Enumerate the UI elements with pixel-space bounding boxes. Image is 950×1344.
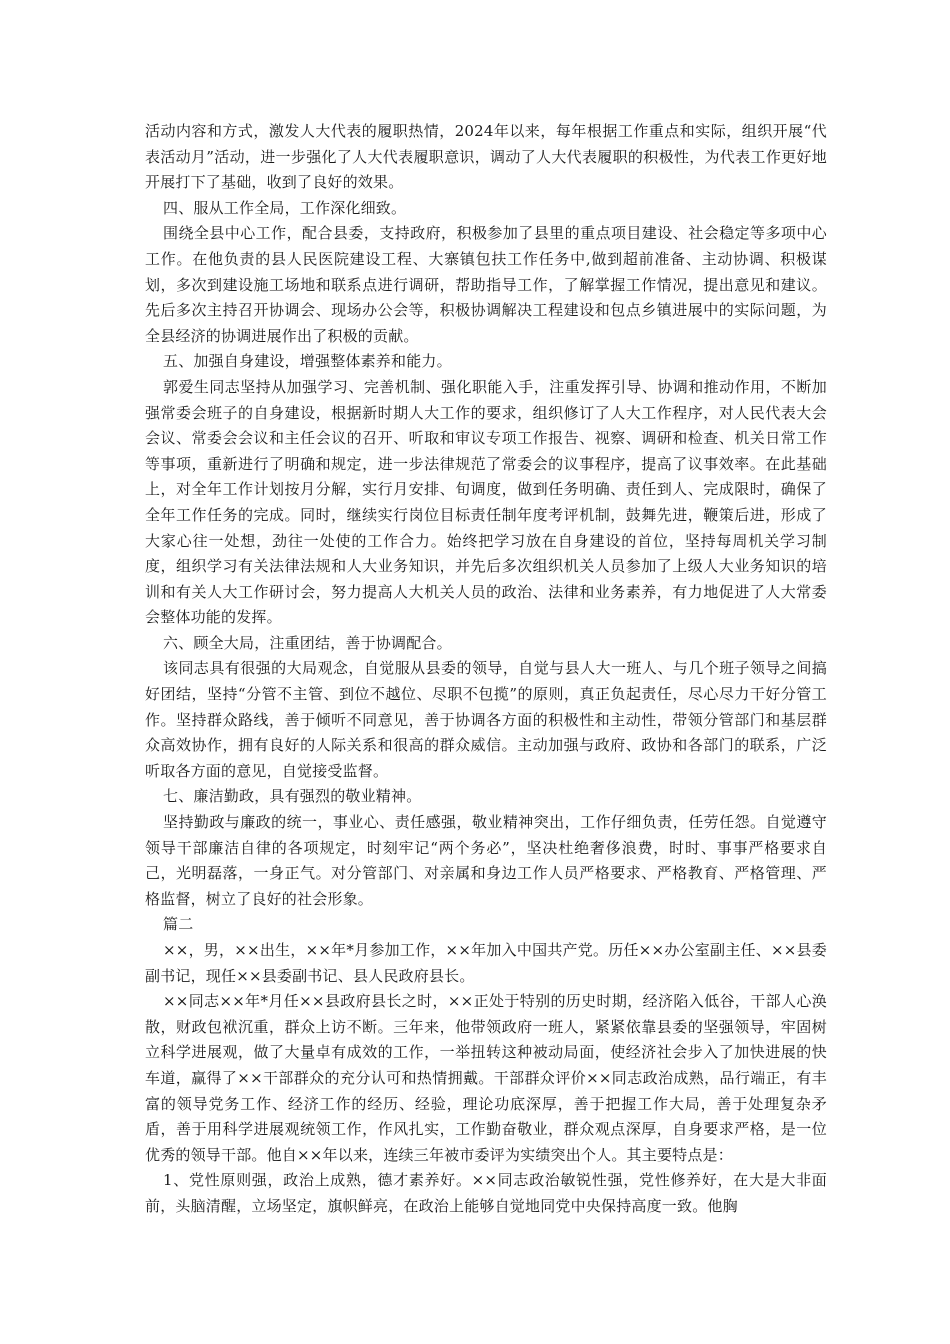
part-heading: 篇二 [163,915,194,934]
document-body [145,119,827,1220]
paragraph: 活动内容和方式，激发人大代表的履职热情，2024年以来，每年根据工作重点和实际，组织开展“代表活动月”活动，进一步强化了人大代表履职意识，调动了人大代表履职的积极性，为代表工作更好地开展打下了基础，收到了良好的效果。 [145,122,827,192]
paragraph: ××同志××年*月任××县政府县长之时，××正处于特别的历史时期，经济陷入低谷，干部人心涣散，财政包袱沉重，群众上访不断。三年来，他带领政府一班人，紧紧依靠县委的坚强领导，牢固树立科学进展观，做了大量卓有成效的工作，一举扭转这种被动局面，使经济社会步入了加快进展的快车道，赢得了××干部群众的充分认可和热情拥戴。干部群众评价××同志政治成熟，品行端正，有丰富的领导党务工作、经济工作的经历、经验，理论功底深厚，善于把握工作大局，善于处理复杂矛盾，善于用科学进展观统领工作，作风扎实，工作勤奋敬业，群众观点深厚，自身要求严格，是一位优秀的领导干部。他自××年以来，连续三年被市委评为实绩突出个人。其主要特点是： [145,992,827,1164]
paragraph: 该同志具有很强的大局观念，自觉服从县委的领导，自觉与县人大一班人、与几个班子领导之间搞好团结，坚持“分管不主管、到位不越位、尽职不包揽”的原则，真正负起责任，尽心尽力干好分管工作。坚持群众路线，善于倾听不同意见，善于协调各方面的积极性和主动性，带领分管部门和基层群众高效协作，拥有良好的人际关系和很高的群众威信。主动加强与政府、政协和各部门的联系，广泛听取各方面的意见，自觉接受监督。 [145,659,827,780]
section-heading: 五、加强自身建设，增强整体素养和能力。 [163,352,452,371]
paragraph: 郭爱生同志坚持从加强学习、完善机制、强化职能入手，注重发挥引导、协调和推动作用，不断加强常委会班子的自身建设，根据新时期人大工作的要求，组织修订了人大工作程序，对人民代表大会会议、常委会会议和主任会议的召开、听取和审议专项工作报告、视察、调研和检查、机关日常工作等事项，重新进行了明确和规定，进一步法律规范了常委会的议事程序，提高了议事效率。在此基础上，对全年工作计划按月分解，实行月安排、旬调度，做到任务明确、责任到人、完成限时，确保了全年工作任务的完成。同时，继续实行岗位目标责任制年度考评机制，鼓舞先进，鞭策后进，形成了大家心往一处想，劲往一处使的工作合力。始终把学习放在自身建设的首位，坚持每周机关学习制度，组织学习有关法律法规和人大业务知识，并先后多次组织机关人员参加了上级人大业务知识的培训和有关人大工作研讨会，努力提高人大机关人员的政治、法律和业务素养，有力地促进了人大常委会整体功能的发挥。 [145,377,827,627]
paragraph: ××，男，××出生，××年*月参加工作，××年加入中国共产党。历任××办公室副主任、××县委副书记，现任××县委副书记、县人民政府县长。 [145,941,827,985]
paragraph: 坚持勤政与廉政的统一，事业心、责任感强，敬业精神突出，工作仔细负责，任劳任怨。自觉遵守领导干部廉洁自律的各项规定，时刻牢记“两个务必”，坚决杜绝奢侈浪费，时时、事事严格要求自己，光明磊落，一身正气。对分管部门、对亲属和身边工作人员严格要求、严格教育、严格管理、严格监督，树立了良好的社会形象。 [145,813,827,908]
section-heading: 六、顾全大局，注重团结，善于协调配合。 [163,633,452,652]
section-heading: 七、廉洁勤政，具有强烈的敬业精神。 [163,787,422,806]
section-heading: 四、服从工作全局，工作深化细致。 [163,198,407,217]
paragraph: 1、党性原则强，政治上成熟，德才素养好。××同志政治敏锐性强，党性修养好，在大是大非面前，头脑清醒，立场坚定，旗帜鲜亮，在政治上能够自觉地同党中央保持高度一致。他胸 [145,1171,827,1215]
paragraph: 围绕全县中心工作，配合县委，支持政府，积极参加了县里的重点项目建设、社会稳定等多项中心工作。在他负责的县人民医院建设工程、大寨镇包扶工作任务中,做到超前准备、主动协调、积极谋划，多次到建设施工场地和联系点进行调研，帮助指导工作，了解掌握工作情况，提出意见和建议。先后多次主持召开协调会、现场办公会等，积极协调解决工程建设和包点乡镇进展中的实际问题，为全县经济的协调进展作出了积极的贡献。 [145,224,827,345]
